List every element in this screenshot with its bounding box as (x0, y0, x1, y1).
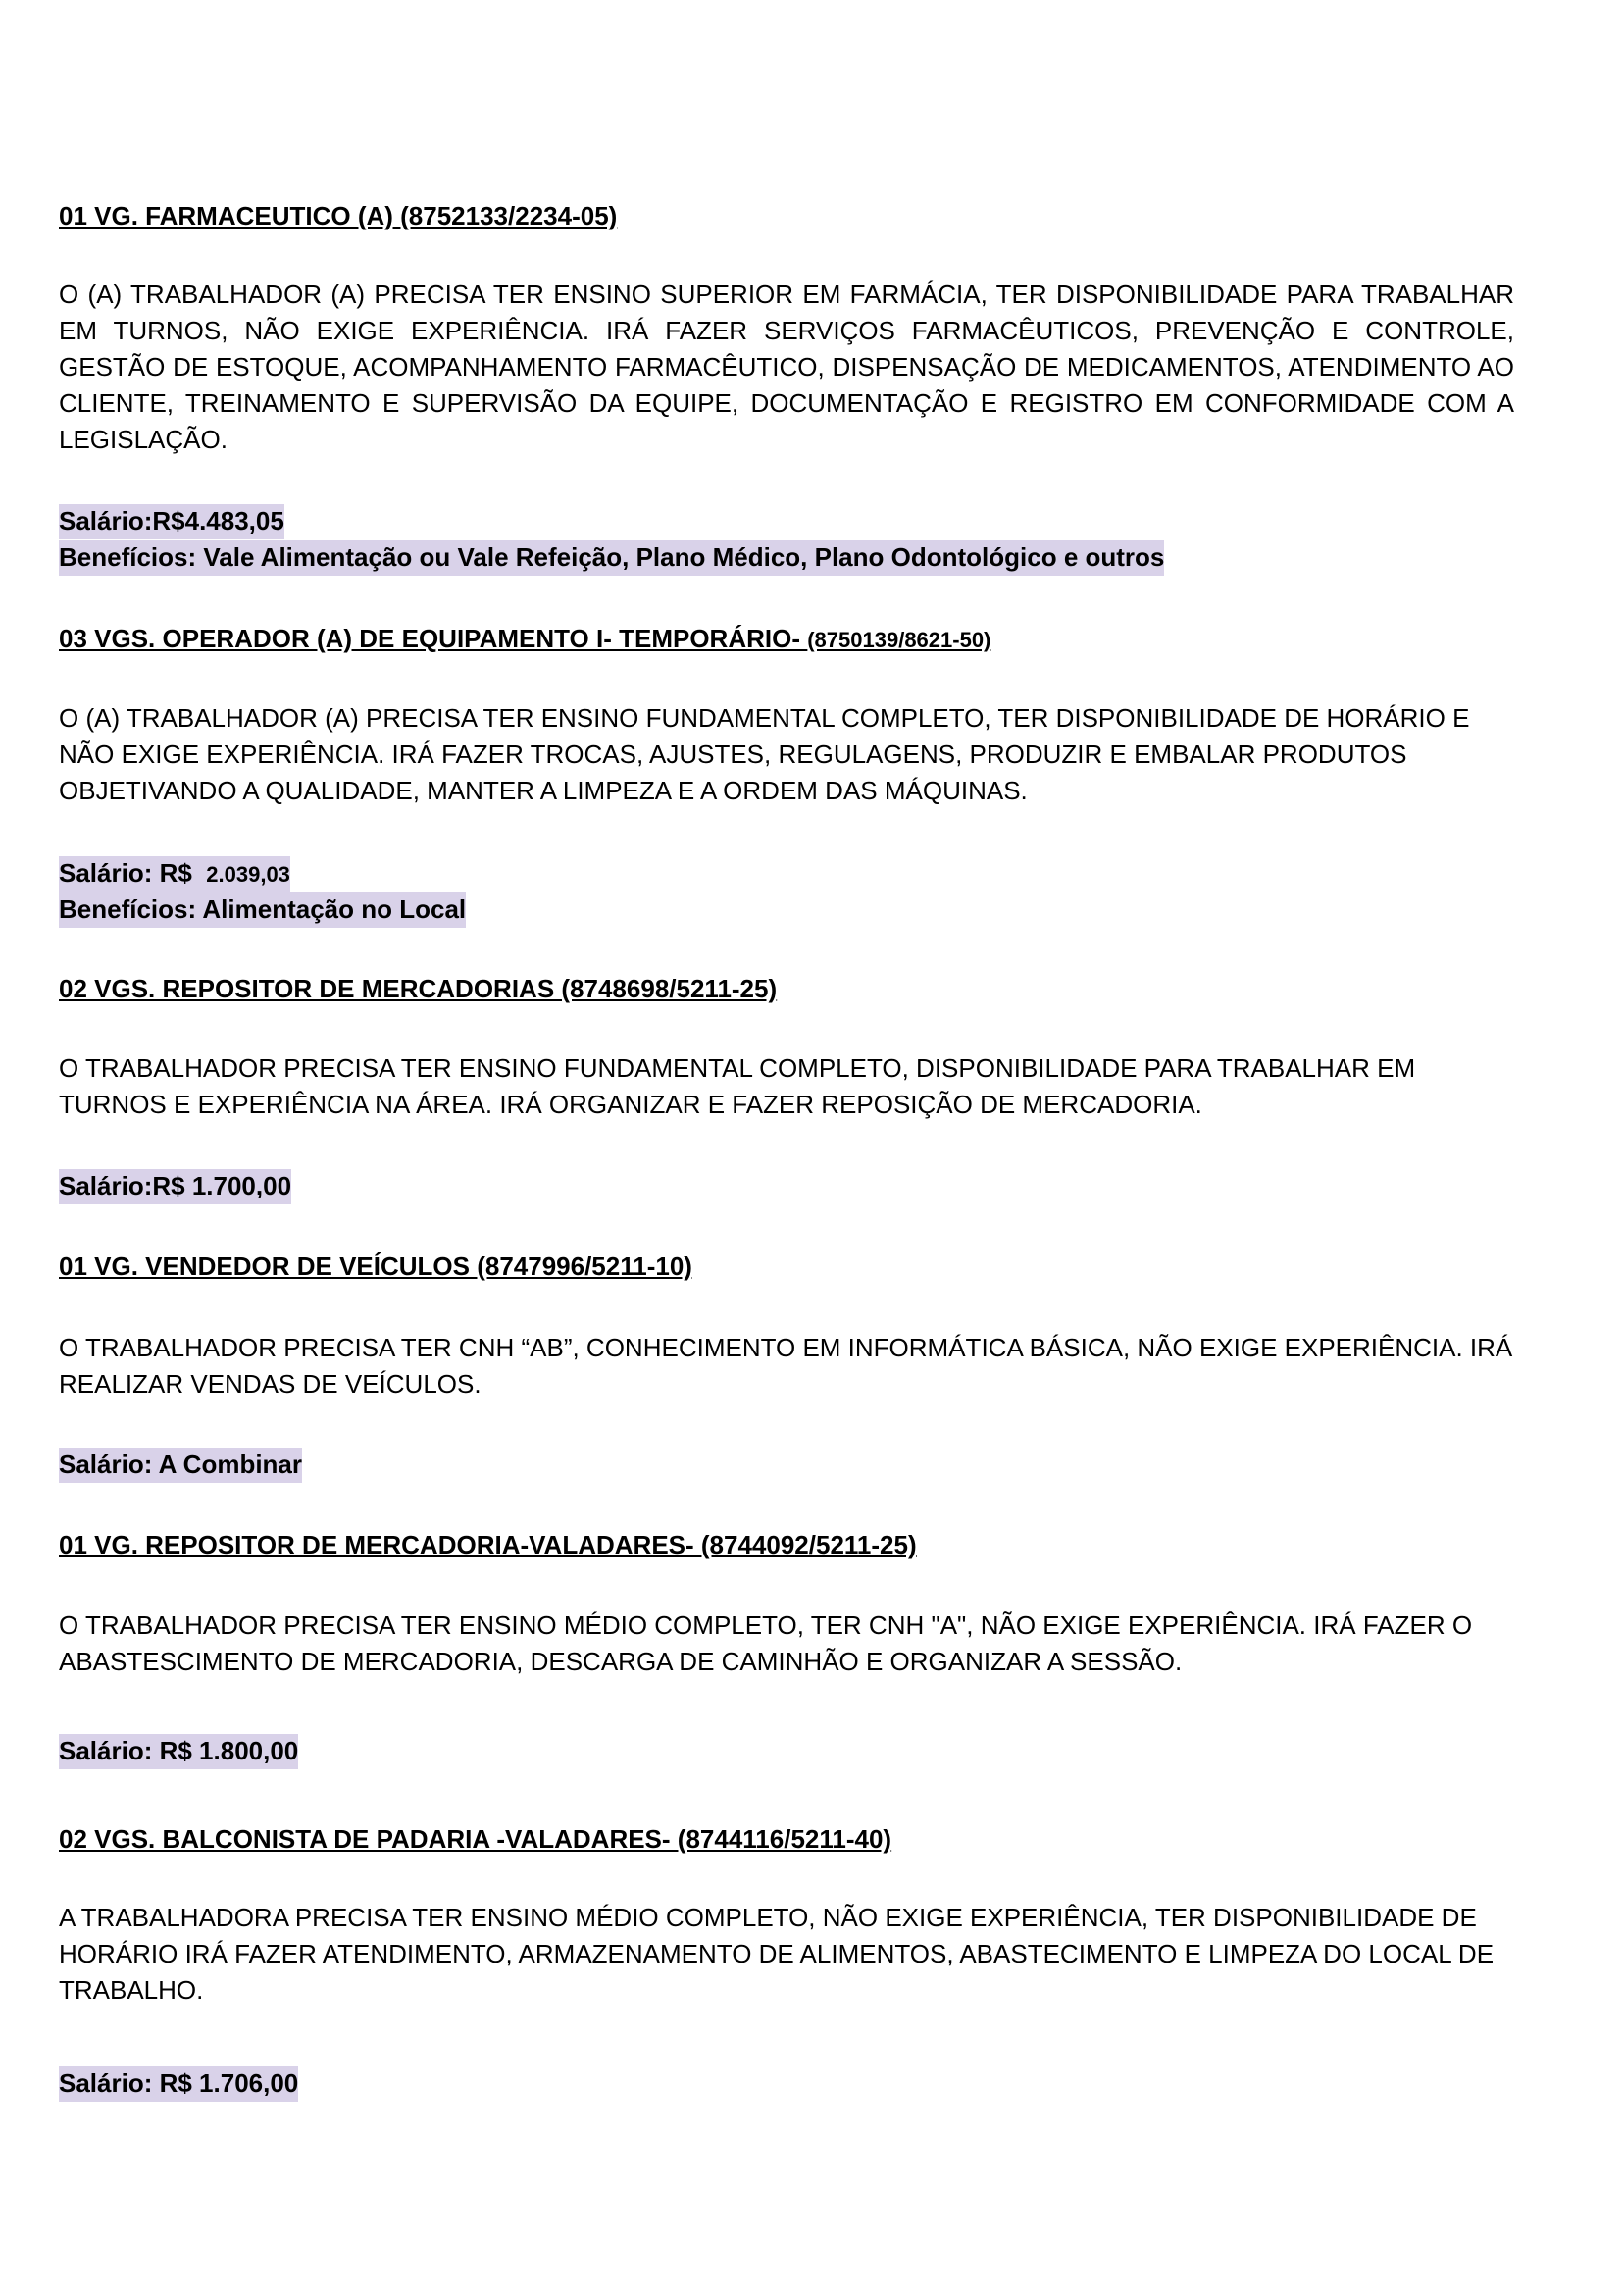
job-salary-repositor-valadares (59, 1733, 298, 1769)
job-salary-balconista-padaria (59, 2065, 298, 2102)
job-title-main: 03 VGS. OPERADOR (A) DE EQUIPAMENTO I- TEMPORÁRIO- (59, 624, 800, 653)
job-description-repositor-valadares: O TRABALHADOR PRECISA TER ENSINO MÉDIO COMPLETO, TER CNH "A", NÃO EXIGE EXPERIÊNCIA. IRÁ FAZER O ABASTESCIMENTO DE MERCADORIA, DESCARGA DE CAMINHÃO E ORGANIZAR A SESSÃO. (59, 1610, 1473, 1676)
job-title-farmaceutico: 01 VG. FARMACEUTICO (A) (8752133/2234-05) (59, 201, 618, 230)
salary-highlight: Salário: A Combinar (59, 1448, 302, 1483)
job-description-farmaceutico: O (A) TRABALHADOR (A) PRECISA TER ENSINO SUPERIOR EM FARMÁCIA, TER DISPONIBILIDADE PARA TRABALHAR EM TURNOS, NÃO EXIGE EXPERIÊNCIA. IRÁ FAZER SERVIÇOS FARMACÊUTICOS, PREVENÇÃO E CONTROLE, GESTÃO DE ESTOQUE, ACOMPANHAMENTO FARMACÊUTICO, DISPENSAÇÃO DE MEDICAMENTOS, ATENDIMENTO AO CLIENTE, TREINAMENTO E SUPERVISÃO DA EQUIPE, DOCUMENTAÇÃO E REGISTRO EM CONFORMIDADE COM A LEGISLAÇÃO. (59, 280, 1514, 454)
job-title-repositor-valadares: 01 VG. REPOSITOR DE MERCADORIA-VALADARES- (8744092/5211-25) (59, 1530, 917, 1559)
salary-label: Salário: R$ (59, 858, 192, 888)
job-description-repositor-mercadorias: O TRABALHADOR PRECISA TER ENSINO FUNDAMENTAL COMPLETO, DISPONIBILIDADE PARA TRABALHAR EM TURNOS E EXPERIÊNCIA NA ÁREA. IRÁ ORGANIZAR E FAZER REPOSIÇÃO DE MERCADORIA. (59, 1053, 1416, 1119)
job-title-vendedor-veiculos: 01 VG. VENDEDOR DE VEÍCULOS (8747996/5211-10) (59, 1251, 692, 1281)
salary-value: 2.039,03 (206, 862, 290, 887)
job-salary-operador (59, 855, 290, 892)
job-description-operador: O (A) TRABALHADOR (A) PRECISA TER ENSINO FUNDAMENTAL COMPLETO, TER DISPONIBILIDADE DE HORÁRIO E NÃO EXIGE EXPERIÊNCIA. IRÁ FAZER TROCAS, AJUSTES, REGULAGENS, PRODUZIR E EMBALAR PRODUTOS OBJETIVANDO A QUALIDADE, MANTER A LIMPEZA E A ORDEM DAS MÁQUINAS. (59, 703, 1470, 805)
salary-highlight: Salário:R$4.483,05 (59, 504, 284, 539)
benefits-highlight: Benefícios: Alimentação no Local (59, 892, 466, 928)
job-salary-vendedor-veiculos (59, 1447, 302, 1483)
salary-highlight: Salário: R$ 1.800,00 (59, 1734, 298, 1769)
job-description-balconista-padaria: A TRABALHADORA PRECISA TER ENSINO MÉDIO COMPLETO, NÃO EXIGE EXPERIÊNCIA, TER DISPONIBILIDADE DE HORÁRIO IRÁ FAZER ATENDIMENTO, ARMAZENAMENTO DE ALIMENTOS, ABASTECIMENTO E LIMPEZA DO LOCAL DE TRABALHO. (59, 1903, 1495, 2005)
benefits-highlight: Benefícios: Vale Alimentação ou Vale Refeição, Plano Médico, Plano Odontológico e outros (59, 540, 1164, 576)
job-title-balconista-padaria: 02 VGS. BALCONISTA DE PADARIA -VALADARES- (8744116/5211-40) (59, 1824, 892, 1854)
job-title-repositor-mercadorias: 02 VGS. REPOSITOR DE MERCADORIAS (8748698/5211-25) (59, 974, 778, 1003)
job-salary-repositor-mercadorias (59, 1168, 291, 1204)
job-title-code: (8750139/8621-50) (807, 628, 991, 652)
salary-highlight: Salário: R$ 1.706,00 (59, 2066, 298, 2102)
job-description-vendedor-veiculos: O TRABALHADOR PRECISA TER CNH “AB”, CONHECIMENTO EM INFORMÁTICA BÁSICA, NÃO EXIGE EXPERIÊNCIA. IRÁ REALIZAR VENDAS DE VEÍCULOS. (59, 1333, 1513, 1399)
salary-highlight (59, 856, 290, 892)
salary-highlight: Salário:R$ 1.700,00 (59, 1169, 291, 1204)
job-benefits-farmaceutico (59, 539, 1164, 576)
job-title-operador (59, 621, 990, 658)
job-salary-farmaceutico (59, 503, 284, 539)
job-benefits-operador (59, 892, 466, 928)
